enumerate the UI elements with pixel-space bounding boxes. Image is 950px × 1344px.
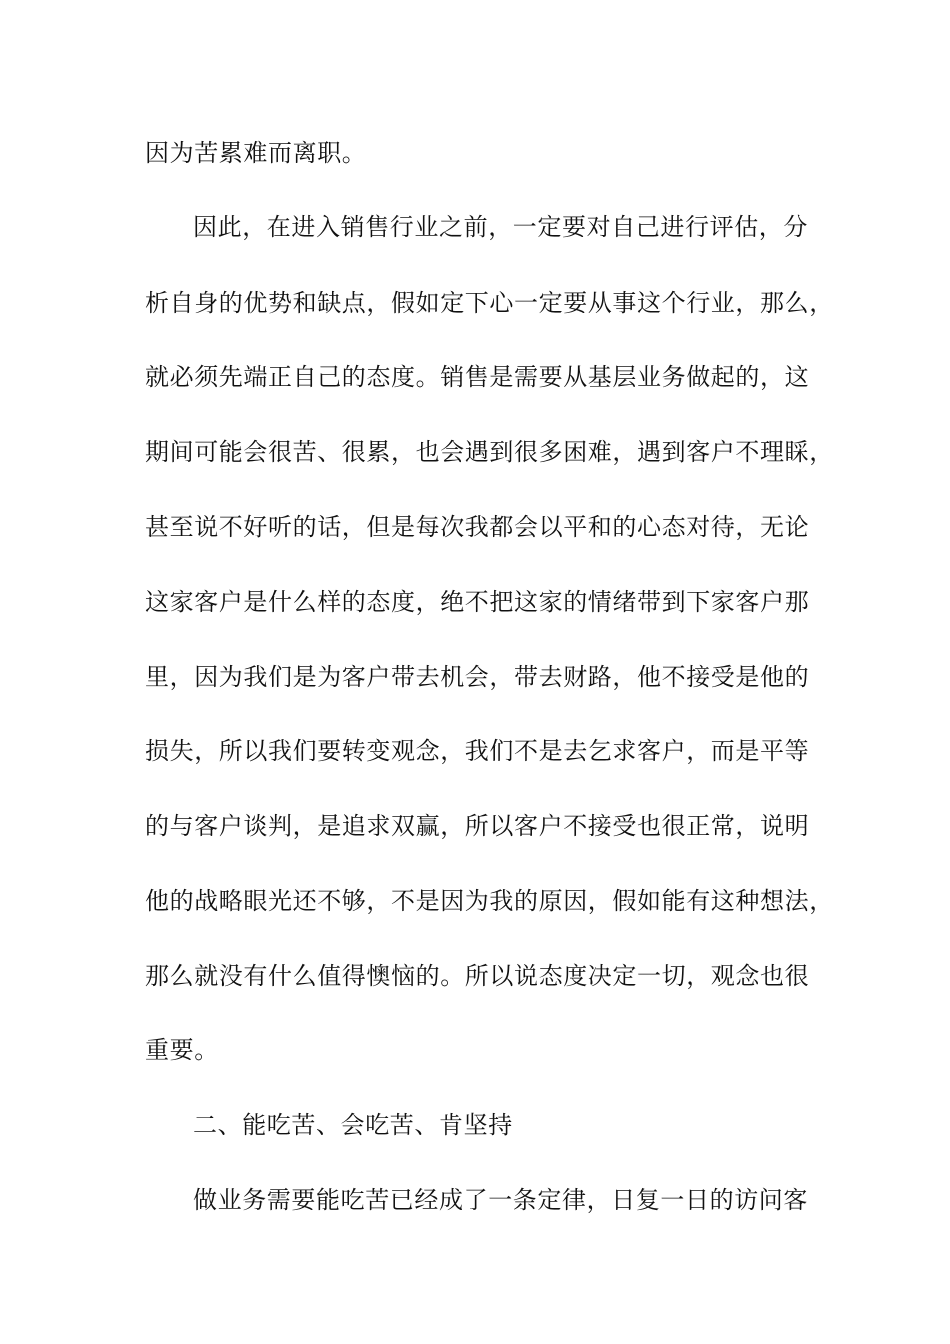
- text-line: 里，因为我们是为客户带去机会，带去财路，他不接受是他的: [145, 663, 810, 691]
- text-line: 甚至说不好听的话，但是每次我都会以平和的心态对待，无论: [145, 513, 810, 541]
- section-heading: 二、能吃苦、会吃苦、肯坚持: [193, 1111, 513, 1139]
- text-line: 的与客户谈判，是追求双赢，所以客户不接受也很正常，说明: [145, 812, 810, 840]
- paragraph-first-line: 因此，在进入销售行业之前，一定要对自己进行评估，分: [193, 213, 808, 241]
- text-line: 因为苦累难而离职。: [145, 139, 367, 167]
- text-line: 期间可能会很苦、很累，也会遇到很多困难，遇到客户不理睬，: [145, 438, 834, 466]
- text-line: 他的战略眼光还不够，不是因为我的原因，假如能有这种想法，: [145, 887, 834, 915]
- text-line: 这家客户是什么样的态度，绝不把这家的情绪带到下家客户那: [145, 588, 810, 616]
- text-line: 析自身的优势和缺点，假如定下心一定要从事这个行业，那么，: [145, 289, 834, 317]
- text-line: 就必须先端正自己的态度。销售是需要从基层业务做起的，这: [145, 363, 810, 391]
- text-line: 那么就没有什么值得懊恼的。所以说态度决定一切，观念也很: [145, 962, 810, 990]
- text-line: 重要。: [145, 1036, 219, 1064]
- paragraph-first-line: 做业务需要能吃苦已经成了一条定律，日复一日的访问客: [193, 1186, 808, 1214]
- text-line: 损失，所以我们要转变观念，我们不是去乞求客户，而是平等: [145, 737, 810, 765]
